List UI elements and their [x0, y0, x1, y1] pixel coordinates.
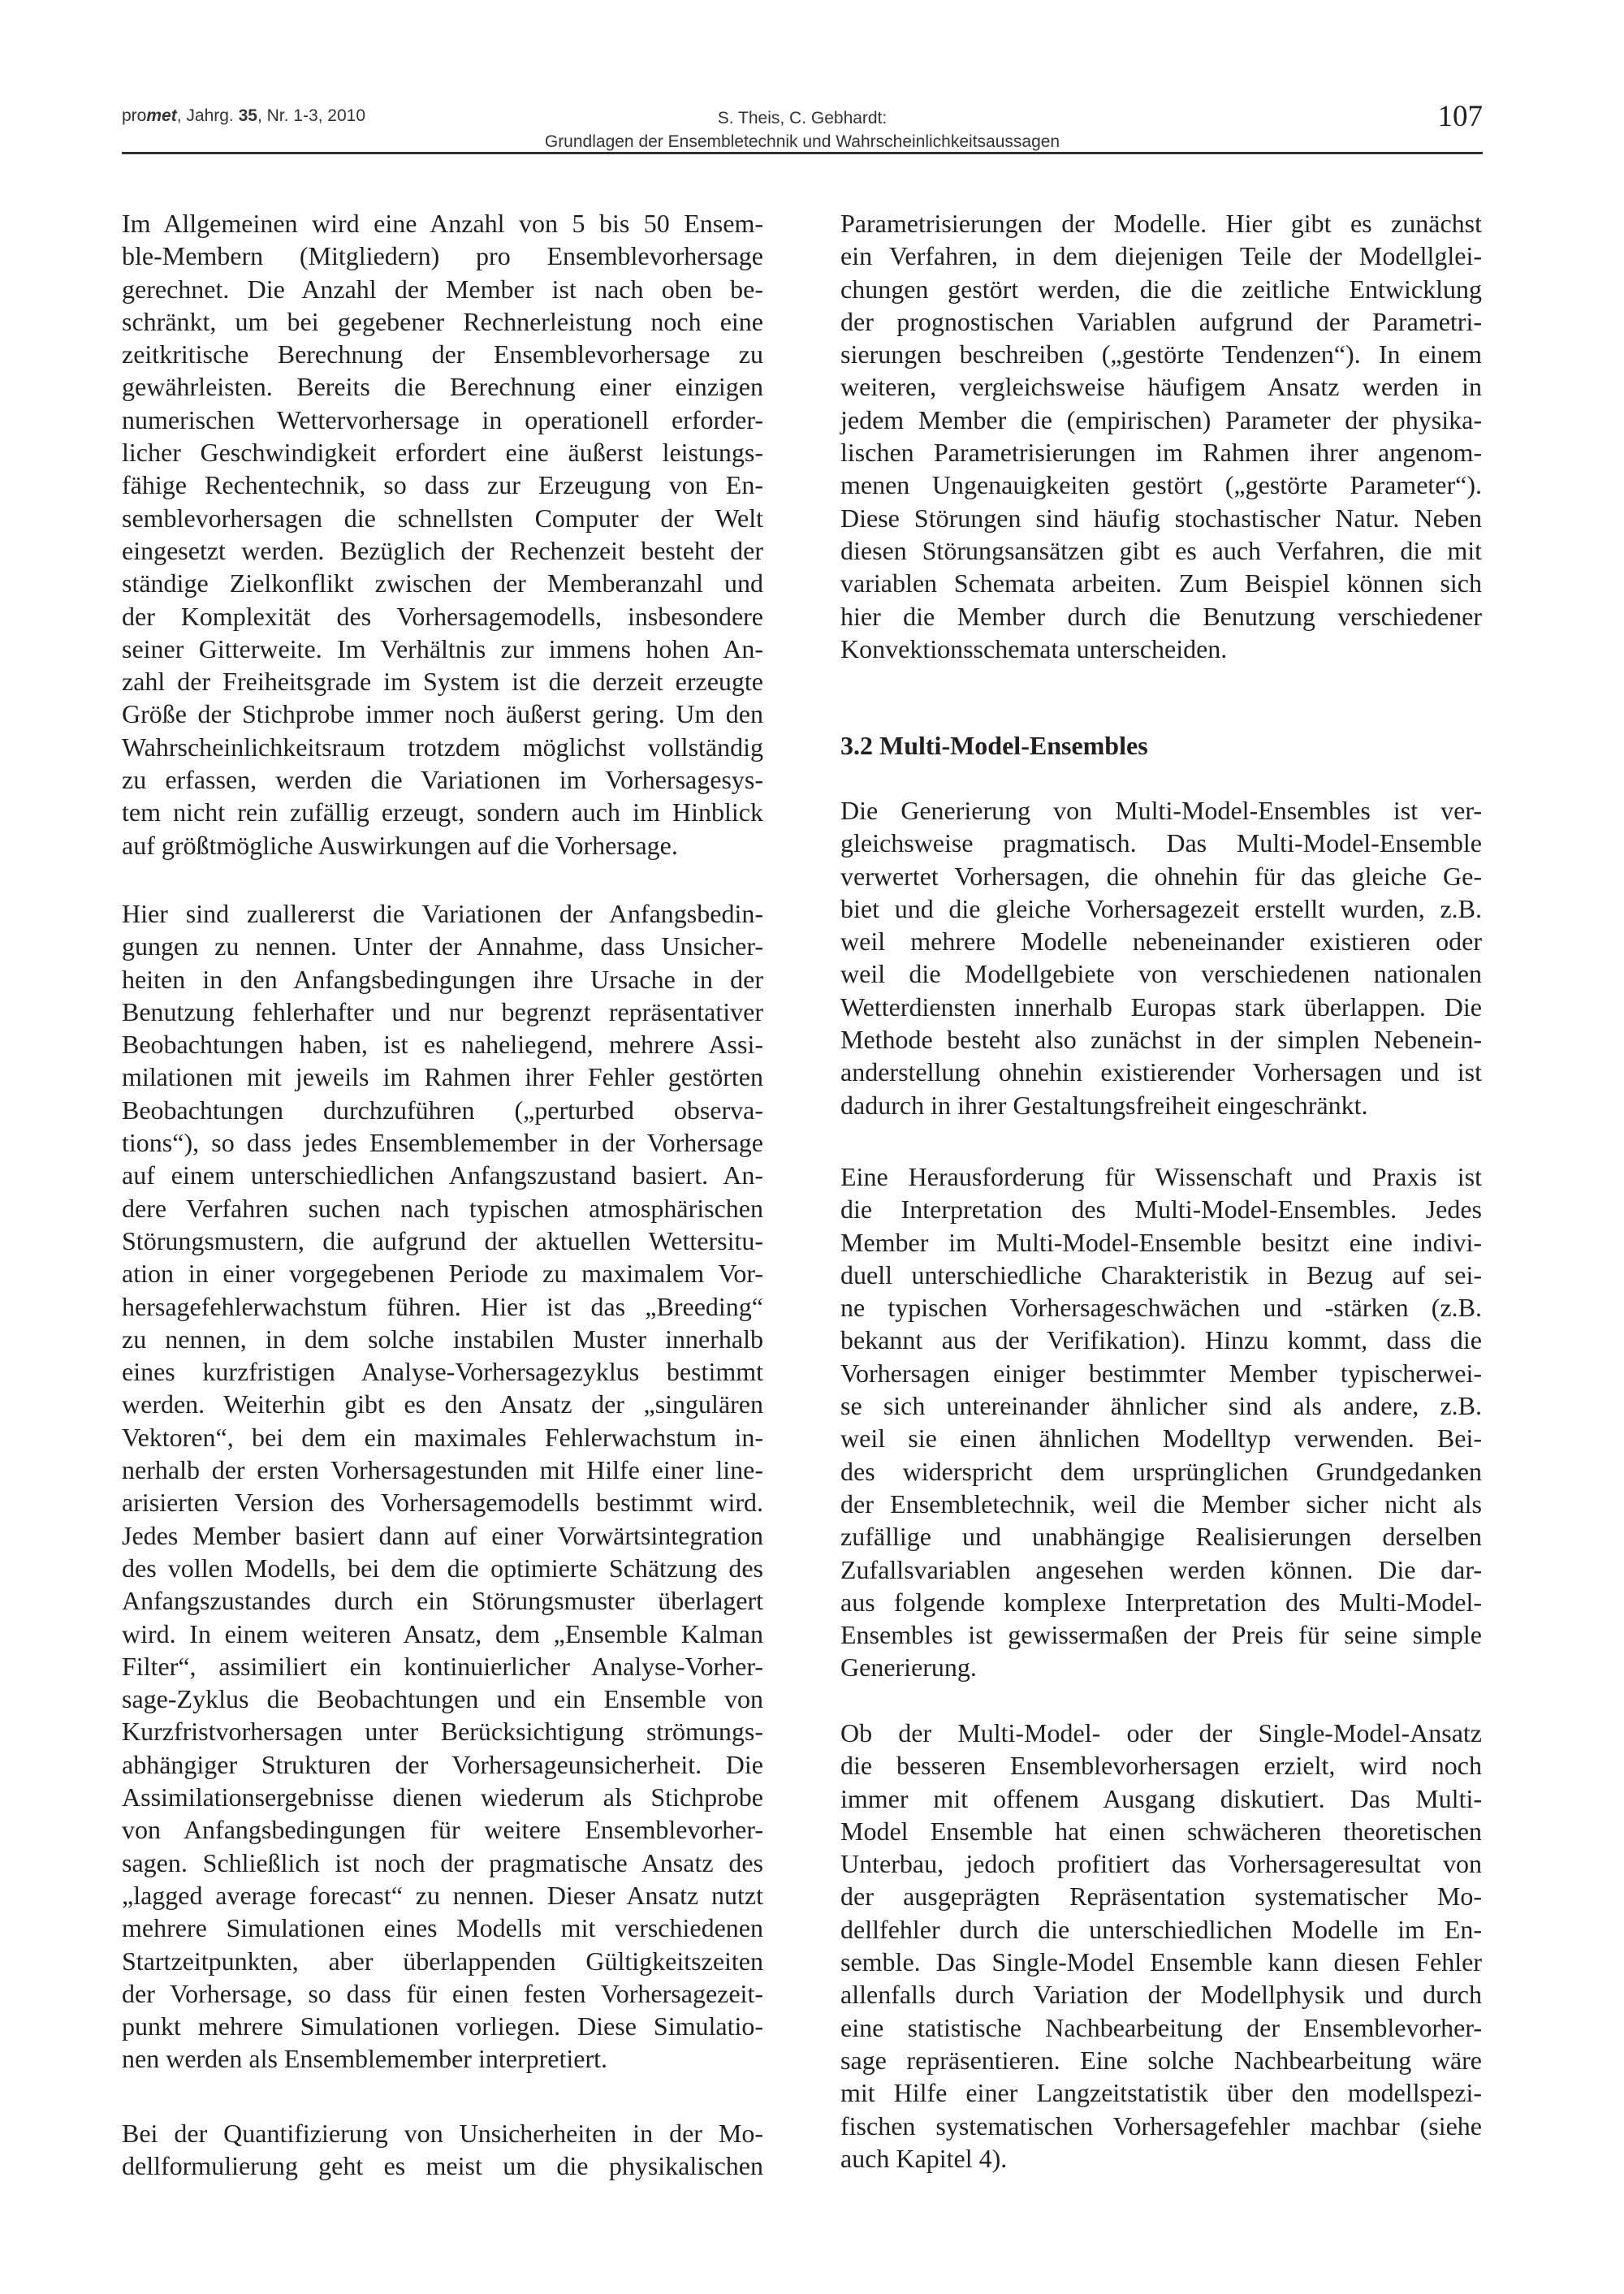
text-line [122, 1977, 763, 2010]
text-line-content: diesen Störungsansätzen gibt es auch Verfahren, die mit [840, 535, 1482, 565]
text-line [122, 1715, 763, 1748]
text-line-content: eingesetzt werden. Bezüglich der Rechenzeit besteht der [122, 535, 763, 565]
text-line [840, 1586, 1482, 1618]
text-line [122, 1421, 763, 1454]
text-line [122, 796, 763, 828]
text-line-content: der Ensembletechnik, weil die Member sicher nicht als [840, 1488, 1482, 1519]
text-line [122, 1650, 763, 1683]
text-line-content: die Interpretation des Multi-Model-Ensembles. Jedes [840, 1195, 1482, 1225]
text-line [840, 1291, 1482, 1324]
text-line-content: sierungen beschreiben („gestörte Tendenzen“). In einem [840, 339, 1482, 369]
text-line [840, 1259, 1482, 1291]
text-line [840, 1357, 1482, 1389]
text-line [122, 1813, 763, 1846]
text-line-content: mit Hilfe einer Langzeitstatistik über den modellspezi- [840, 2078, 1482, 2108]
text-line-content: Konvektionsschemata unterscheiden. [840, 633, 1228, 663]
text-line-content: Im Allgemeinen wird eine Anzahl von 5 bis 50 Ensem- [122, 209, 763, 238]
text-line-content: 3.2 Multi-Model-Ensembles [840, 731, 1148, 760]
text-line [122, 829, 763, 862]
text-line [840, 633, 1482, 665]
text-line [840, 1324, 1482, 1356]
text-line-content: Ob der Multi-Model- oder der Single-Model-Ansatz [840, 1718, 1482, 1748]
text-line-content: lischen Parametrisierungen im Rahmen ihrer angenom- [840, 438, 1482, 468]
text-line [840, 1618, 1482, 1651]
text-line [840, 1978, 1482, 2011]
text-line-content: Benutzung fehlerhafter und nur begrenzt repräsentativer [122, 996, 763, 1026]
paragraph [840, 1717, 1482, 2175]
text-line [122, 1748, 763, 1781]
text-line [122, 1454, 763, 1486]
text-line [840, 273, 1482, 305]
text-line [840, 1226, 1482, 1259]
text-line [122, 2149, 763, 2182]
text-line [122, 2042, 763, 2075]
text-line-content: fischen systematischen Vorhersagefehler machbar (siehe [840, 2110, 1482, 2141]
text-line [122, 763, 763, 796]
text-line [840, 794, 1482, 827]
text-line-content: eine statistische Nachbearbeitung der Ensemblevorher- [840, 2012, 1482, 2042]
text-line-content: sage repräsentieren. Eine solche Nachbearbeitung wäre [840, 2045, 1482, 2075]
text-line [122, 1486, 763, 1519]
text-line-content: gerechnet. Die Anzahl der Member ist nach oben be- [122, 274, 763, 304]
text-line [840, 1651, 1482, 1683]
text-line [840, 502, 1482, 534]
text-line [122, 207, 763, 240]
text-line [122, 567, 763, 599]
text-line [840, 240, 1482, 272]
text-line-content: Vorhersagen einiger bestimmter Member typischerwei- [840, 1358, 1482, 1388]
text-line [122, 1225, 763, 1257]
text-line [840, 1422, 1482, 1454]
text-line [122, 897, 763, 930]
text-line-content: ne typischen Vorhersageschwächen und -stärken (z.B. [840, 1293, 1482, 1323]
text-line-content: heiten in den Anfangsbedingungen ihre Ursache in der [122, 964, 763, 994]
text-line-content: die besseren Ensemblevorhersagen erzielt, wird noch [840, 1751, 1482, 1781]
text-line-content: sage-Zyklus die Beobachtungen und ein Ensemble von [122, 1684, 763, 1714]
journal-name-prefix: pro [122, 106, 147, 125]
text-line [840, 1193, 1482, 1225]
text-line-content: „lagged average forecast“ zu nennen. Dieser Ansatz nutzt [122, 1880, 763, 1910]
text-line [122, 305, 763, 338]
text-line-content: arisierten Version des Vorhersagemodells bestimmt wird. [122, 1488, 763, 1518]
header-rule [122, 152, 1483, 154]
text-line-content: anderstellung ohnehin existierender Vorhersagen und ist [840, 1057, 1482, 1087]
text-line [840, 860, 1482, 892]
text-line-content: von Anfangsbedingungen für weitere Ensemblevorher- [122, 1815, 763, 1845]
text-line-content: Generierung. [840, 1652, 977, 1683]
text-line [122, 404, 763, 436]
text-line [840, 1455, 1482, 1488]
text-line-content: Wetterdiensten innerhalb Europas stark überlappen. Die [840, 991, 1482, 1022]
paragraph [122, 207, 763, 862]
text-line-content: Eine Herausforderung für Wissenschaft und Praxis ist [840, 1162, 1482, 1191]
text-line [122, 1126, 763, 1159]
text-line [840, 1160, 1482, 1193]
text-line-content: wird. In einem weiteren Ansatz, dem „Ensemble Kalman [122, 1618, 763, 1648]
paragraph [840, 207, 1482, 665]
text-line-content: milationen mit jeweils im Rahmen ihrer Fehler gestörten [122, 1062, 763, 1092]
text-line-content: schränkt, um bei gegebener Rechnerleistung noch eine [122, 306, 763, 336]
text-line [840, 567, 1482, 599]
text-line-content: zufällige und unabhängige Realisierungen derselben [840, 1522, 1482, 1552]
text-line [840, 436, 1482, 469]
text-line [840, 1089, 1482, 1121]
text-line [122, 1584, 763, 1617]
page-number: 107 [1437, 100, 1483, 133]
text-line [122, 2010, 763, 2042]
journal-name-emphasis: met [146, 106, 177, 125]
text-line [122, 436, 763, 469]
text-line-content: dadurch in ihrer Gestaltungsfreiheit eingeschränkt. [840, 1090, 1368, 1120]
text-line-content: nen werden als Ensemblemember interpretiert. [122, 2044, 607, 2074]
text-line [840, 925, 1482, 957]
text-line [122, 1159, 763, 1191]
text-line-content: seiner Gitterweite. Im Verhältnis zur immens hohen An- [122, 633, 763, 663]
text-line-content: auch Kapitel 4). [840, 2143, 1008, 2173]
text-line [840, 1553, 1482, 1586]
text-line-content: Wahrscheinlichkeitsraum trotzdem möglichst vollständig [122, 732, 763, 762]
text-line [122, 469, 763, 501]
text-line [122, 1847, 763, 1879]
text-line-content: auf größtmögliche Auswirkungen auf die Vorhersage. [122, 830, 678, 860]
text-line-content: Störungsmustern, die aufgrund der aktuellen Wettersitu- [122, 1225, 763, 1255]
text-line-content: ein Verfahren, in dem diejenigen Teile der Modellglei- [840, 241, 1482, 271]
text-line [840, 534, 1482, 567]
text-line [840, 1880, 1482, 1912]
text-line [840, 1520, 1482, 1553]
text-line [840, 1749, 1482, 1782]
text-line-content: semble. Das Single-Model Ensemble kann diesen Fehler [840, 1947, 1482, 1977]
text-line-content: se sich untereinander ähnlicher sind als andere, z.B. [840, 1391, 1482, 1421]
text-line-content: ble-Membern (Mitgliedern) pro Ensemblevorhersage [122, 241, 763, 271]
text-line [840, 1913, 1482, 1946]
text-line [840, 892, 1482, 925]
text-line [122, 370, 763, 403]
text-line [840, 404, 1482, 436]
text-line-content: weil die Modellgebiete von verschiedenen nationalen [840, 959, 1482, 989]
text-line [122, 1879, 763, 1912]
text-line-content: allenfalls durch Variation der Modellphysik und durch [840, 1980, 1482, 2010]
text-line-content: punkt mehrere Simulationen vorliegen. Diese Simulatio- [122, 2011, 763, 2041]
text-line-content: ständige Zielkonflikt zwischen der Memberanzahl und [122, 568, 763, 598]
text-line [122, 1912, 763, 1944]
text-line [122, 502, 763, 534]
text-line [840, 957, 1482, 990]
text-line-content: ation in einer vorgegebenen Periode zu maximalem Vor- [122, 1259, 763, 1289]
text-line-content: Kurzfristvorhersagen unter Berücksichtigung strömungs- [122, 1717, 763, 1747]
text-line-content: Zufallsvariablen angesehen werden können. Die dar- [840, 1554, 1482, 1584]
text-line [840, 827, 1482, 859]
text-line [122, 1094, 763, 1126]
text-line-content: zu erfassen, werden die Variationen im Vorhersagesys- [122, 765, 763, 795]
running-header [0, 106, 1605, 153]
text-line [840, 2110, 1482, 2142]
text-line-content: Parametrisierungen der Modelle. Hier gibt es zunächst [840, 209, 1482, 238]
text-line [840, 1717, 1482, 1749]
text-line [122, 1552, 763, 1584]
text-line-content: weil mehrere Modelle nebeneinander existieren oder [840, 927, 1482, 957]
text-line-content: Beobachtungen durchzuführen („perturbed observa- [122, 1095, 763, 1125]
text-line [122, 996, 763, 1028]
paragraph [840, 1160, 1482, 1684]
text-line-content: duell unterschiedliche Charakteristik in Bezug auf sei- [840, 1259, 1482, 1290]
article-title: Grundlagen der Ensembletechnik und Wahrscheinlichkeitsaussagen [544, 132, 1060, 151]
text-line-content: eines kurzfristigen Analyse-Vorhersagezyklus bestimmt [122, 1357, 763, 1387]
text-line [122, 633, 763, 665]
text-line-content: der Vorhersage, so dass für einen festen Vorhersagezeit- [122, 1978, 763, 2008]
text-line-content: hier die Member durch die Benutzung verschiedener [840, 601, 1482, 631]
text-line [122, 600, 763, 633]
text-line-content: fähige Rechentechnik, so dass zur Erzeugung von En- [122, 470, 763, 500]
text-line [122, 698, 763, 730]
section-heading [840, 729, 1482, 762]
text-line-content: Unterbau, jedoch profitiert das Vorhersageresultat von [840, 1849, 1482, 1879]
text-line-content: sagen. Schließlich ist noch der pragmatische Ansatz des [122, 1847, 763, 1877]
text-line-content: des vollen Modells, bei dem die optimierte Schätzung des [122, 1553, 763, 1583]
text-line [122, 240, 763, 272]
text-line-content: semblevorhersagen die schnellsten Computer der Welt [122, 503, 763, 533]
text-line [122, 930, 763, 962]
text-line-content: Ensembles ist gewissermaßen der Preis für seine simple [840, 1620, 1482, 1650]
text-line [840, 729, 1482, 762]
journal-volume: 35 [238, 106, 257, 125]
text-line-content: Größe der Stichprobe immer noch äußerst gering. Um den [122, 699, 763, 729]
text-line [840, 2011, 1482, 2044]
text-line [122, 2117, 763, 2149]
text-line-content: der prognostischen Variablen aufgrund der Parametri- [840, 306, 1482, 336]
text-line [840, 370, 1482, 403]
text-line [122, 1257, 763, 1290]
text-line-content: gewährleisten. Bereits die Berechnung einer einzigen [122, 372, 763, 402]
text-line [840, 1056, 1482, 1088]
text-line-content: licher Geschwindigkeit erfordert eine äußerst leistungs- [122, 438, 763, 468]
text-line [840, 2044, 1482, 2076]
text-line [840, 469, 1482, 501]
text-line-content: Diese Störungen sind häufig stochastischer Natur. Neben [840, 503, 1482, 533]
text-line-content: dellformulierung geht es meist um die physikalischen [122, 2151, 763, 2181]
text-line [122, 963, 763, 996]
text-line-content: hersagefehlerwachstum führen. Hier ist das „Breeding“ [122, 1291, 763, 1321]
text-line [840, 1946, 1482, 1978]
text-line [840, 2076, 1482, 2109]
journal-year-label: , Jahrg. [176, 106, 239, 125]
text-line-content: bekannt aus der Verifikation). Hinzu kommt, dass die [840, 1325, 1482, 1355]
text-line-content: Jedes Member basiert dann auf einer Vorwärtsintegration [122, 1520, 763, 1550]
text-line [840, 1847, 1482, 1880]
text-line [122, 1618, 763, 1650]
text-line-content: Member im Multi-Model-Ensemble besitzt eine indivi- [840, 1227, 1482, 1257]
text-line [122, 665, 763, 698]
text-line-content: des widerspricht dem ursprünglichen Grundgedanken [840, 1456, 1482, 1486]
text-line-content: Model Ensemble hat einen schwächeren theoretischen [840, 1816, 1482, 1846]
journal-issue: , Nr. 1-3, 2010 [257, 106, 366, 125]
text-line [840, 600, 1482, 633]
text-line [840, 2142, 1482, 2175]
text-line-content: verwertet Vorhersagen, die ohnehin für das gleiche Ge- [840, 861, 1482, 891]
text-line [840, 1023, 1482, 1056]
text-line-content: werden. Weiterhin gibt es den Ansatz der „singulären [122, 1389, 763, 1419]
text-line [840, 338, 1482, 370]
text-line-content: Anfangszustandes durch ein Störungsmuster überlagert [122, 1586, 763, 1616]
text-line-content: nerhalb der ersten Vorhersagestunden mit Hilfe einer line- [122, 1455, 763, 1485]
text-line-content: Startzeitpunkten, aber überlappenden Gültigkeitszeiten [122, 1946, 763, 1976]
text-line [122, 1192, 763, 1225]
text-line [122, 1519, 763, 1552]
text-line [122, 1323, 763, 1355]
text-line [122, 1945, 763, 1977]
text-line [122, 731, 763, 763]
text-line-content: Methode besteht also zunächst in der simplen Nebenein- [840, 1025, 1482, 1055]
text-line-content: dere Verfahren suchen nach typischen atmosphärischen [122, 1193, 763, 1223]
paragraph [840, 794, 1482, 1121]
text-line-content: biet und die gleiche Vorhersagezeit erstellt wurden, z.B. [840, 893, 1482, 923]
text-line-content: Die Generierung von Multi-Model-Ensembles ist ver- [840, 796, 1482, 825]
text-line-content: zu nennen, in dem solche instabilen Muster innerhalb [122, 1324, 763, 1354]
paragraph [122, 897, 763, 2076]
text-line-content: variablen Schemata arbeiten. Zum Beispiel können sich [840, 568, 1482, 598]
text-line-content: der Komplexität des Vorhersagemodells, insbesondere [122, 601, 763, 631]
text-line-content: aus folgende komplexe Interpretation des Multi-Model- [840, 1587, 1482, 1617]
text-line [122, 534, 763, 567]
text-line-content: Beobachtungen haben, ist es naheliegend, mehrere Assi- [122, 1030, 763, 1060]
text-line [122, 1683, 763, 1715]
text-line [122, 1290, 763, 1323]
text-line-content: Filter“, assimiliert ein kontinuierlicher Analyse-Vorher- [122, 1651, 763, 1681]
text-line-content: der ausgeprägten Repräsentation systematischer Mo- [840, 1881, 1482, 1912]
text-line-content: jedem Member die (empirischen) Parameter der physika- [840, 404, 1482, 434]
text-line-content: tem nicht rein zufällig erzeugt, sondern auch im Hinblick [122, 797, 763, 827]
text-line-content: menen Ungenauigkeiten gestört („gestörte Parameter“). [840, 470, 1482, 500]
text-line [840, 991, 1482, 1023]
text-line-content: chungen gestört werden, die die zeitliche Entwicklung [840, 274, 1482, 304]
text-line [122, 273, 763, 305]
text-line-content: tions“), so dass jedes Ensemblemember in der Vorhersage [122, 1128, 763, 1158]
text-line-content: Assimilationsergebnisse dienen wiederum als Stichprobe [122, 1782, 763, 1812]
paragraph [122, 2117, 763, 2183]
text-line-content: weil sie einen ähnlichen Modelltyp verwenden. Bei- [840, 1423, 1482, 1454]
text-line [122, 1061, 763, 1093]
text-line-content: Vektoren“, bei dem ein maximales Fehlerwachstum in- [122, 1422, 763, 1452]
text-line-content: dellfehler durch die unterschiedlichen Modelle im En- [840, 1914, 1482, 1944]
authors: S. Theis, C. Gebhardt: [717, 109, 888, 127]
text-line-content: auf einem unterschiedlichen Anfangszustand basiert. An- [122, 1160, 763, 1190]
text-line-content: mehrere Simulationen eines Modells mit verschiedenen [122, 1913, 763, 1943]
text-line [840, 305, 1482, 338]
text-line-content: zahl der Freiheitsgrade im System ist die derzeit erzeugte [122, 667, 763, 697]
text-line-content: gleichsweise pragmatisch. Das Multi-Model-Ensemble [840, 828, 1482, 858]
text-line [122, 1781, 763, 1813]
text-line [122, 1355, 763, 1388]
text-line-content: zeitkritische Berechnung der Ensemblevorhersage zu [122, 339, 763, 369]
text-line-content: abhängiger Strukturen der Vorhersageunsicherheit. Die [122, 1749, 763, 1779]
text-line-content: Bei der Quantifizierung von Unsicherheiten in der Mo- [122, 2119, 763, 2148]
text-line-content: gungen zu nennen. Unter der Annahme, dass Unsicher- [122, 931, 763, 961]
text-line [840, 1782, 1482, 1815]
text-line-content: immer mit offenem Ausgang diskutiert. Das Multi- [840, 1783, 1482, 1813]
text-line-content: numerischen Wettervorhersage in operationell erforder- [122, 404, 763, 434]
text-line [840, 207, 1482, 240]
text-line [122, 338, 763, 370]
text-line-content: Hier sind zuallererst die Variationen der Anfangsbedin- [122, 899, 763, 928]
text-line-content: weiteren, vergleichsweise häufigem Ansatz werden in [840, 372, 1482, 402]
text-line [840, 1389, 1482, 1422]
text-line [840, 1815, 1482, 1847]
text-line [840, 1488, 1482, 1520]
text-line [122, 1388, 763, 1420]
text-line [122, 1028, 763, 1061]
